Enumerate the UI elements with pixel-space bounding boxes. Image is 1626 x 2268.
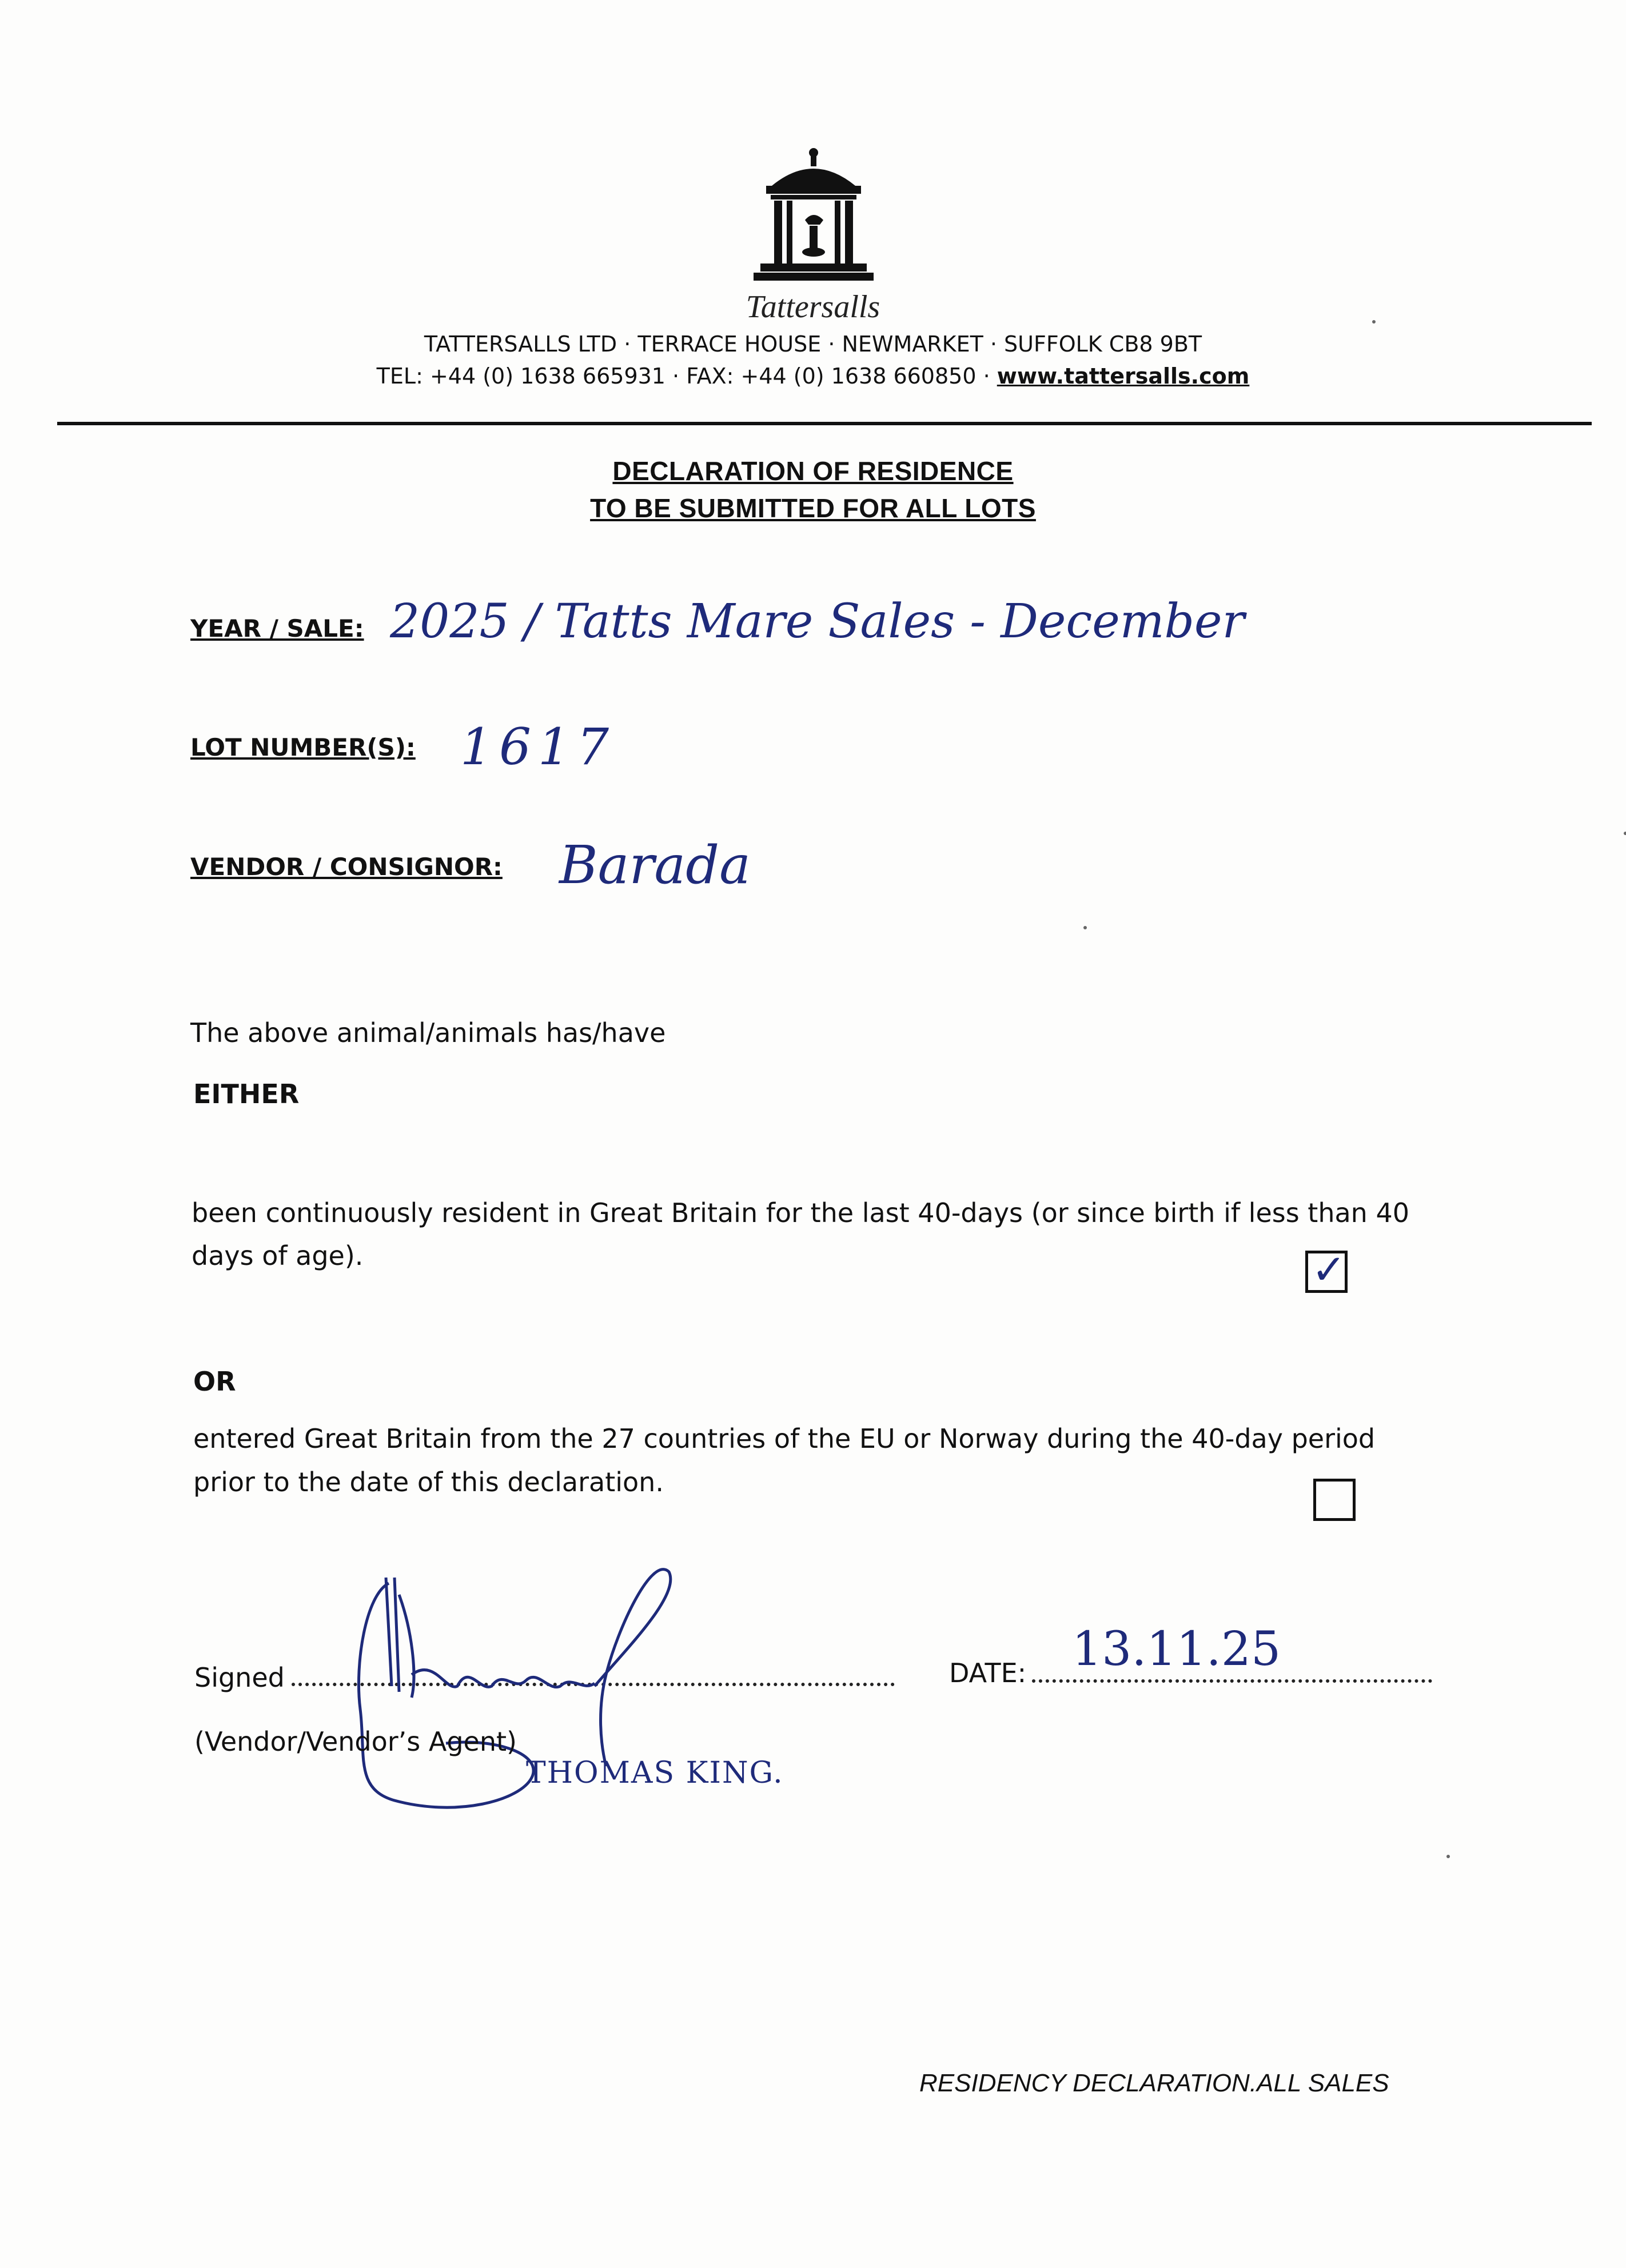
address-line: TATTERSALLS LTD · TERRACE HOUSE · NEWMARKET · SUFFOLK CB8 9BT [424,332,1202,357]
date-line [1032,1679,1432,1683]
form-subtitle: TO BE SUBMITTED FOR ALL LOTS [590,493,1036,523]
contact-text: TEL: +44 (0) 1638 665931 · FAX: +44 (0) 1638 660850 · [376,364,997,389]
scan-speck [1083,926,1087,929]
option1-checkbox[interactable] [1305,1245,1348,1293]
vendor-consignor-value[interactable]: Barada [559,834,751,896]
option2-text-line2: prior to the date of this declaration. [193,1467,664,1498]
footer-reference: RESIDENCY DECLARATION.ALL SALES [919,2069,1389,2097]
option2-text-line1: entered Great Britain from the 27 countries of the EU or Norway during the 40-day period [193,1423,1376,1454]
tattersalls-logo [749,146,878,286]
vendor-consignor-label: VENDOR / CONSIGNOR: [190,853,503,881]
check-mark-icon: ✓ [1312,1245,1346,1293]
signer-role-label: (Vendor/Vendor’s Agent) [194,1726,517,1757]
date-label: DATE: [949,1658,1027,1688]
signed-label: Signed [194,1662,285,1693]
year-sale-label: YEAR / SALE: [190,614,364,642]
website-link[interactable]: www.tattersalls.com [997,364,1250,389]
scan-speck [1372,320,1376,324]
brand-name: Tattersalls [746,289,880,325]
date-value[interactable]: 13.11.25 [1072,1622,1281,1676]
header-divider [57,422,1592,425]
lot-number-value[interactable]: 1617 [460,717,616,776]
printed-name: THOMAS KING. [526,1756,784,1790]
form-title: DECLARATION OF RESIDENCE [612,456,1014,486]
lot-number-label: LOT NUMBER(S): [190,733,416,761]
or-heading: OR [193,1366,236,1397]
scan-speck [1624,832,1626,835]
contact-line [0,364,1626,389]
option1-text-line1: been continuously resident in Great Britain for the last 40-days (or since birth if less than 40 [192,1197,1409,1228]
option1-text-line2: days of age). [192,1240,364,1271]
year-sale-value[interactable]: 2025 / Tatts Mare Sales - December [390,594,1245,649]
scan-speck [1446,1855,1450,1858]
either-heading: EITHER [193,1079,300,1109]
option2-checkbox[interactable] [1313,1479,1356,1521]
intro-text: The above animal/animals has/have [190,1017,666,1048]
